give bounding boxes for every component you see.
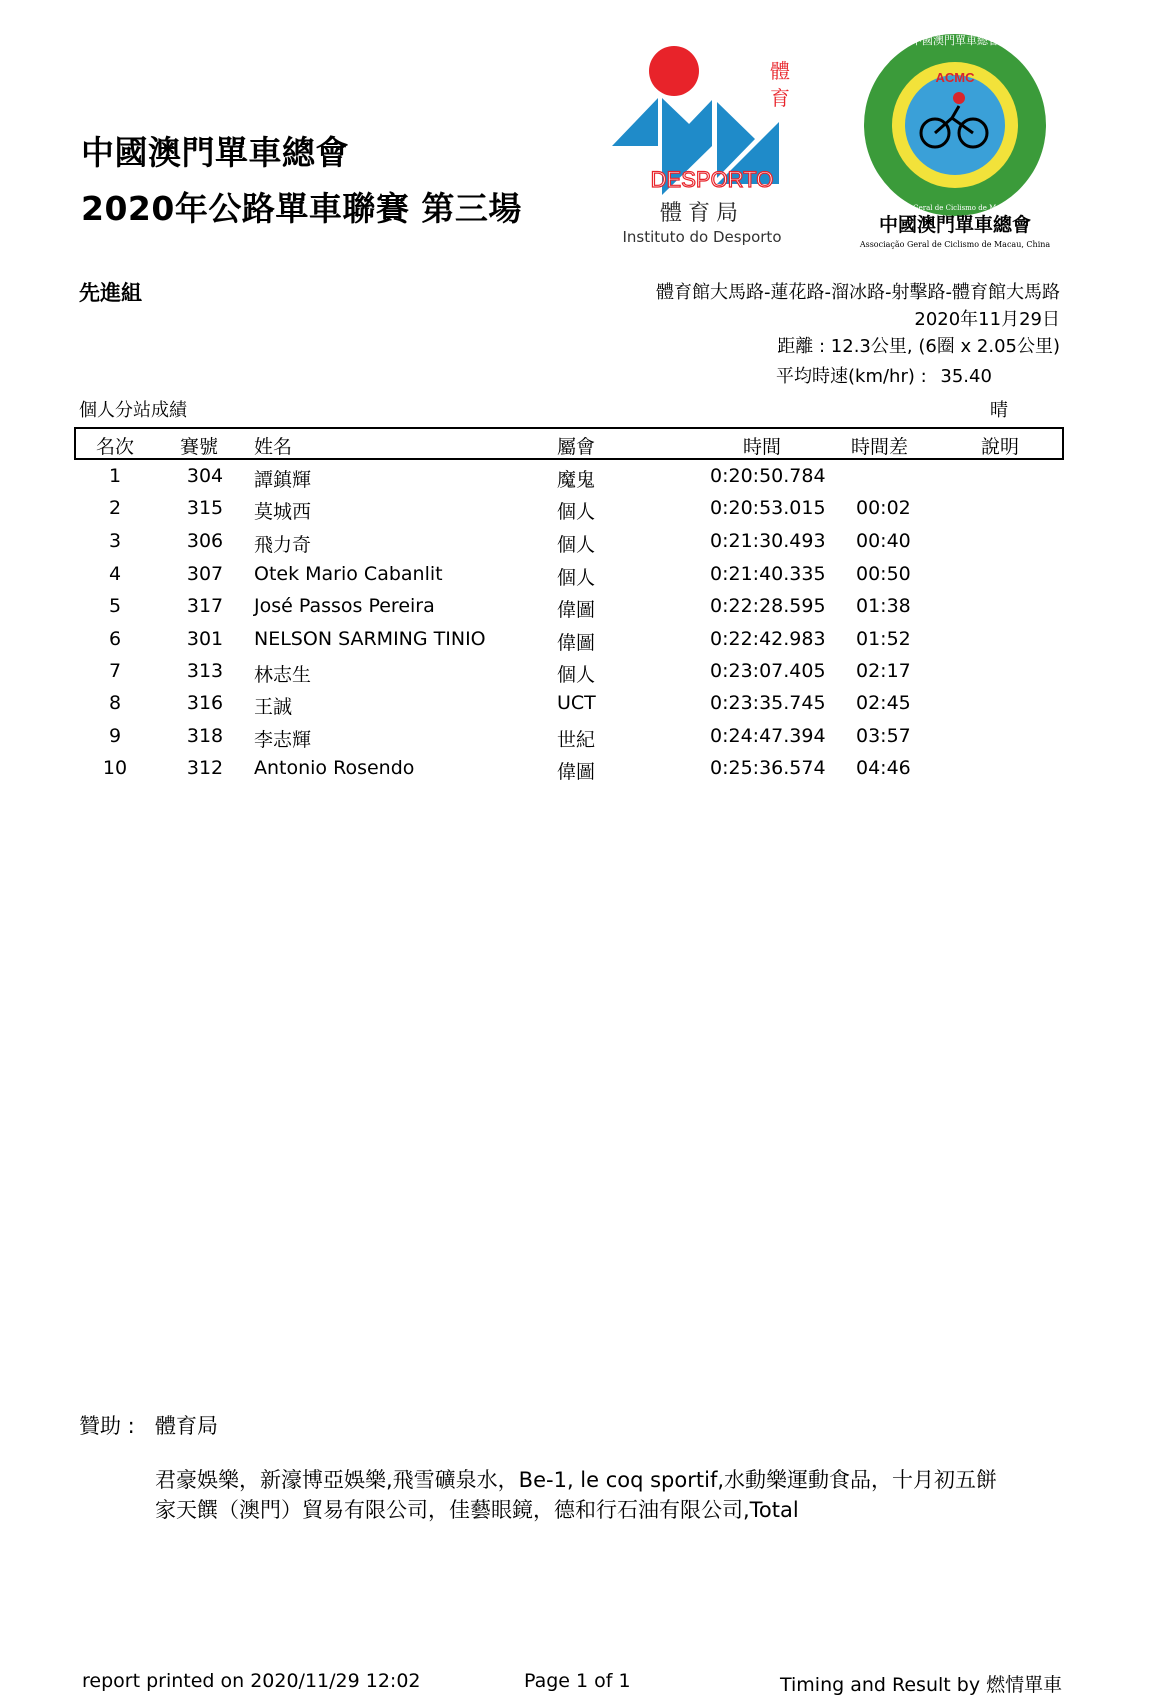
cell-club: 個人	[557, 664, 596, 686]
table-row	[0, 595, 1168, 627]
table-row	[0, 530, 1168, 562]
cell-time: 0:25:36.574	[710, 757, 826, 779]
cell-time: 0:23:35.745	[710, 692, 826, 714]
desporto-brand: DESPORTO	[650, 167, 774, 192]
cell-name: 莫城西	[254, 501, 312, 523]
cell-time: 0:23:07.405	[710, 660, 826, 682]
col-gap: 時間差	[851, 436, 909, 458]
cell-rank: 10	[102, 757, 128, 779]
cell-gap: 00:40	[856, 530, 911, 552]
cell-gap: 02:45	[856, 692, 911, 714]
cell-number: 304	[186, 465, 224, 487]
cell-gap: 03:57	[856, 725, 911, 747]
cell-club: 魔鬼	[557, 469, 596, 491]
race-route: 體育館大馬路-蓮花路-溜冰路-射擊路-體育館大馬路	[656, 282, 1060, 303]
desporto-logo	[612, 38, 812, 248]
page-title: 中國澳門單車總會	[81, 133, 349, 172]
avg-speed	[776, 362, 992, 388]
cell-name: Otek Mario Cabanlit	[254, 563, 443, 585]
avg-speed-label: 平均時速(km/hr) :	[776, 366, 927, 387]
cell-time: 0:22:42.983	[710, 628, 826, 650]
cell-gap: 01:38	[856, 595, 911, 617]
cell-rank: 2	[108, 497, 122, 519]
cell-number: 313	[186, 660, 224, 682]
col-time: 時間	[743, 436, 782, 458]
cell-gap: 04:46	[856, 757, 911, 779]
cell-number: 312	[186, 757, 224, 779]
cell-time: 0:22:28.595	[710, 595, 826, 617]
cell-club: 偉圖	[557, 632, 596, 654]
cell-name: José Passos Pereira	[254, 595, 435, 617]
cell-gap: 02:17	[856, 660, 911, 682]
cell-rank: 7	[108, 660, 122, 682]
cell-name: Antonio Rosendo	[254, 757, 415, 779]
category-label: 先進組	[79, 281, 142, 305]
cell-gap: 00:02	[856, 497, 911, 519]
col-name: 姓名	[254, 436, 293, 458]
acmc-logo	[855, 28, 1055, 253]
acmc-ring-bottom: Associação Geral de Ciclismo de Macau, China	[871, 204, 1039, 212]
table-row	[0, 692, 1168, 724]
col-rank: 名次	[95, 436, 134, 458]
col-club: 屬會	[557, 436, 596, 458]
cell-time: 0:24:47.394	[710, 725, 826, 747]
cell-name: 李志輝	[254, 729, 312, 751]
cell-time: 0:20:53.015	[710, 497, 826, 519]
cell-rank: 5	[108, 595, 122, 617]
cell-club: 個人	[557, 501, 596, 523]
desporto-name-zh: 體育局	[659, 201, 745, 226]
sponsor-list-line-1: 君豪娛樂，新濠博亞娛樂,飛雪礦泉水，Be-1, le coq sportif,水動樂運動食品，十月初五餅	[155, 1468, 998, 1492]
weather: 晴	[990, 400, 1008, 421]
table-row	[0, 725, 1168, 757]
event-title: 2020年公路單車聯賽 第三場	[81, 189, 522, 228]
footer-timing: Timing and Result by 燃情單車	[780, 1674, 1063, 1696]
acmc-name-pt: Associação Geral de Ciclismo de Macau, China	[859, 240, 1051, 249]
cell-number: 301	[186, 628, 224, 650]
cell-club: 個人	[557, 567, 596, 589]
cell-club: 個人	[557, 534, 596, 556]
cell-gap: 01:52	[856, 628, 911, 650]
acmc-abbrev: ACMC	[935, 70, 975, 85]
cell-number: 316	[186, 692, 224, 714]
footer-page: Page 1 of 1	[524, 1670, 631, 1692]
acmc-ring-top: 中國澳門單車總會	[911, 34, 999, 47]
table-row	[0, 660, 1168, 692]
sponsor-list-line-2: 家天饌（澳門）貿易有限公司，佳藝眼鏡，德和行石油有限公司,Total	[155, 1498, 799, 1522]
race-date: 2020年11月29日	[914, 309, 1060, 330]
cell-rank: 9	[108, 725, 122, 747]
cell-name: 林志生	[254, 664, 312, 686]
col-number: 賽號	[180, 436, 219, 458]
cell-club: UCT	[557, 692, 596, 714]
cell-rank: 8	[108, 692, 122, 714]
desporto-side-text-2: 育	[770, 86, 790, 110]
table-row	[0, 628, 1168, 660]
desporto-side-text-1: 體	[770, 59, 790, 83]
cell-rank: 6	[108, 628, 122, 650]
cell-number: 315	[186, 497, 224, 519]
cell-number: 306	[186, 530, 224, 552]
cell-time: 0:21:40.335	[710, 563, 826, 585]
cell-number: 318	[186, 725, 224, 747]
sponsor-label: 贊助 :	[79, 1414, 135, 1438]
footer-printed: report printed on 2020/11/29 12:02	[82, 1670, 421, 1692]
cell-name: NELSON SARMING TINIO	[254, 628, 486, 650]
cell-gap: 00:50	[856, 563, 911, 585]
cell-number: 307	[186, 563, 224, 585]
section-label: 個人分站成績	[79, 400, 187, 421]
desporto-name-pt: Instituto do Desporto	[622, 228, 782, 246]
table-row	[0, 563, 1168, 595]
cell-time: 0:20:50.784	[710, 465, 826, 487]
cell-name: 王誠	[254, 696, 293, 718]
table-row	[0, 497, 1168, 529]
cell-rank: 4	[108, 563, 122, 585]
table-row	[0, 757, 1168, 789]
cell-club: 偉圖	[557, 761, 596, 783]
cell-time: 0:21:30.493	[710, 530, 826, 552]
cell-club: 偉圖	[557, 599, 596, 621]
cell-name: 譚鎮輝	[254, 469, 312, 491]
table-row	[0, 465, 1168, 497]
race-distance: 距離 : 12.3公里, (6圈 x 2.05公里)	[777, 336, 1060, 357]
cell-name: 飛力奇	[254, 534, 312, 556]
sponsor-main: 體育局	[155, 1414, 218, 1438]
col-note: 說明	[981, 436, 1020, 458]
acmc-name-zh: 中國澳門單車總會	[878, 214, 1032, 236]
cell-club: 世紀	[557, 729, 596, 751]
avg-speed-value: 35.40	[940, 366, 992, 387]
cell-rank: 1	[108, 465, 122, 487]
cell-rank: 3	[108, 530, 122, 552]
cell-number: 317	[186, 595, 224, 617]
